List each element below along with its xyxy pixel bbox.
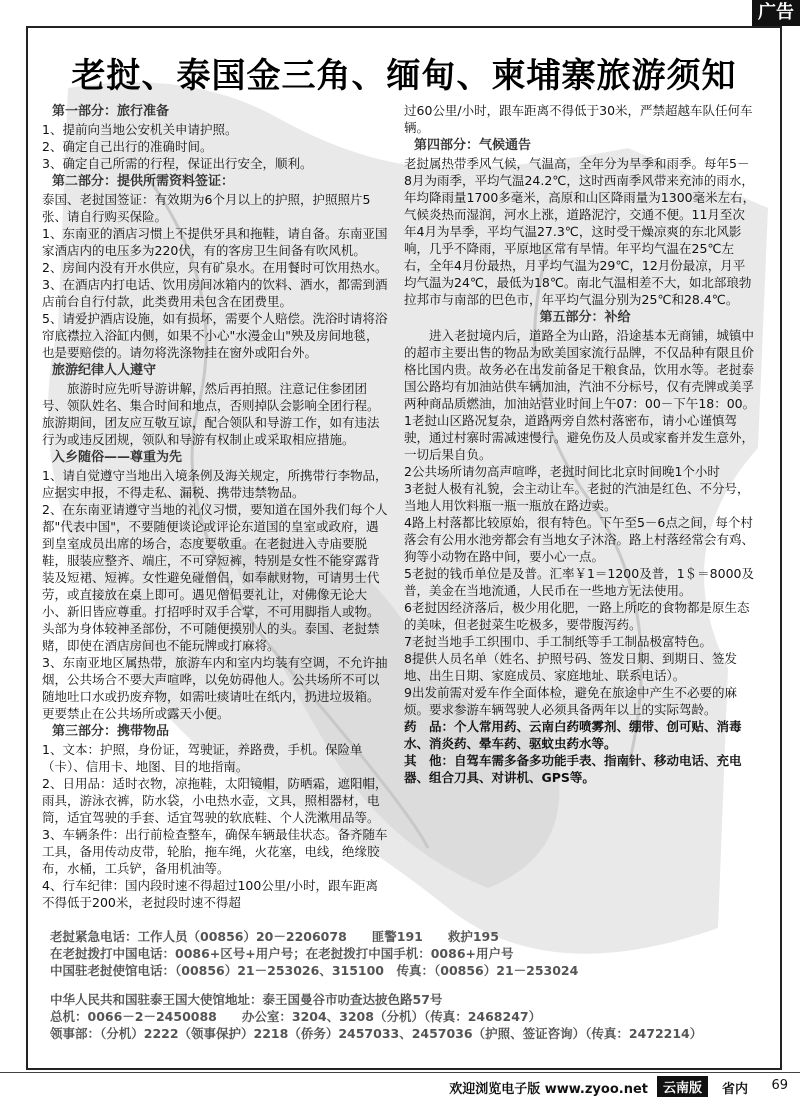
tip-item: 5老挝的钱币单位是及普。汇率￥1＝1200及普，1＄＝8000及普，美金在当地流通，人民币在一些地方无法使用。: [404, 566, 754, 598]
tip-item: 4路上村落都比较原始，很有特色。下午至5－6点之间，每个村落会有公用水池旁都会有当地女子沐浴。路上村落经常会有鸡、狗等小动物在路中间，要小心一点。: [404, 515, 755, 564]
paragraph: 2、房间内没有开水供应，只有矿泉水。在用餐时可饮用热水。: [42, 260, 388, 275]
paragraph: 进入老挝境内后，道路全为山路，沿途基本无商铺，城镇中的超市主要出售的物品为欧美国家流行品牌，不仅品种有限且价格比国内贵。故务必在出发前备足干粮食品，饮用水等。老挝泰国公路均有加油站供车辆加油，汽油不分标号，仅有壳牌或美孚两种商品质燃油，加油站营业时间上午07：00－下午18：00。: [404, 328, 756, 411]
article-frame: [26, 26, 782, 1070]
paragraph: 1、请自觉遵守当地出入境条例及海关规定，所携带行李物品，应据实申报，不得走私、漏税、携带违禁物品。: [42, 468, 388, 500]
paragraph: 2、确定自己出行的准确时间。: [42, 139, 213, 154]
paragraph: 1、东南亚的酒店习惯上不提供牙具和拖鞋，请自备。东南亚国家酒店内的电压多为220伏，有的客房卫生间备有吹风机。: [42, 226, 388, 258]
paragraph: 2、在东南亚请遵守当地的礼仪习惯，要知道在国外我们每个人都"代表中国"，不要随便谈论或评论东道国的皇室或政府，遇到皇室成员出席的场合，态度要敬重。在老挝进入寺庙要脱鞋，服装应整齐、端庄，不可穿短裤，特别是女性不能穿露背装及短裙、短裤。女性避免碰僧侣，如奉献财物，可请男士代劳，或直接放在桌上即可。遇见僧侣要礼让，对佛像无论大小、新旧皆应尊重。打招呼时双手合掌，不可用脚指人或物。头部为身体较神圣部份，不可随便摸别人的头。泰国、老挝禁赌，即使在酒店房间也不能玩牌或打麻将。: [42, 502, 388, 653]
contact-line: 中华人民共和国驻泰王国大使馆地址：泰王国曼谷市叻查达披色路57号: [50, 992, 443, 1007]
section-heading: 第四部分：气候通告: [414, 138, 532, 153]
contact-line: 领事部：（分机）2222（领事保护）2218（侨务）2457033、2457036（护照、签证咨询）（传真：2472214）: [50, 1026, 703, 1041]
contact-line: 总机：0066－2－2450088 办公室：3204、3208（分机）（传真：2468247）: [50, 1009, 542, 1024]
tip-item: 1老挝山区路况复杂，道路两旁自然村落密布，请小心谨慎驾驶，通过村寨时需减速慢行。避免伤及人员或家畜并发生意外，一切后果自负。: [404, 413, 755, 462]
page-title: 老挝、泰国金三角、缅甸、柬埔寨旅游须知: [71, 56, 737, 96]
ad-label: 广告: [752, 0, 800, 26]
contact-info: [50, 928, 770, 1042]
edition-badge: 云南版: [657, 1076, 708, 1097]
contact-line: 在老挝拨打中国电话：0086+区号+用户号；在老挝拨打中国手机：0086+用户号: [50, 946, 514, 961]
paragraph: 老挝属热带季风气候，气温高，全年分为旱季和雨季。每年5－8月为雨季，平均气温24.2℃，这时西南季风带来充沛的雨水，年均降雨量1700多毫米，高原和山区降雨量为1300毫米左右，气候炎热而湿润，河水上涨，道路泥泞，交通不便。11月至次年4月为旱季，平均气温27.3℃，这时受干燥凉爽的东北风影响，几乎不降雨，平原地区常有旱情。年平均气温在25℃左右，全年4月份最热，月平均气温为29℃，12月份最凉，月平均气温为24℃，最低为18℃。南北气温相差不大，如北部琅勃拉邦市与南部的巴色市，年平均气温分别为25℃和28.4℃。: [404, 156, 756, 307]
paragraph: 旅游时应先听导游讲解，然后再拍照。注意记住参团团号、领队姓名、集合时间和地点，否则掉队会影响全团行程。旅游期间，团友应互敬互谅，配合领队和导游工作，如有违法行为或违反团规，领队和导游有权制止或采取相应措施。: [42, 381, 380, 447]
tip-item: 8提供人员名单（姓名、护照号码、签发日期、到期日、签发地、出生日期、家庭成员、家庭地址、联系电话）。: [404, 651, 737, 683]
paragraph: 3、东南亚地区属热带，旅游车内和室内均装有空调，不允许抽烟，公共场合不要大声喧哗，以免妨碍他人。公共场所不可以随地吐口水或扔废弃物，如需吐痰请吐在纸内，扔进垃圾箱。更要禁止在公共场所或露天小便。: [42, 655, 388, 721]
tip-item: 9出发前需对爱车作全面体检，避免在旅途中产生不必要的麻烦。要求参游车辆驾驶人必须具备两年以上的实际驾龄。: [404, 685, 737, 717]
paragraph: 1、文本：护照，身份证，驾驶证，养路费，手机。保险单（卡）、信用卡、地图、目的地指南。: [42, 742, 363, 774]
paragraph: 5、请爱护酒店设施，如有损坏，需要个人赔偿。洗浴时请将浴帘底襟拉入浴缸内侧，如果不小心"水漫金山"殃及房间地毯，也是要赔偿的。请勿将洗涤物挂在窗外或阳台外。: [42, 311, 388, 360]
paragraph: 过60公里/小时，跟车距离不得低于30米，严禁超越车队任何车辆。: [404, 103, 753, 135]
paragraph: 3、在酒店内打电话、饮用房间冰箱内的饮料、酒水，都需到酒店前台自行付款，此类费用未包含在团费里。: [42, 277, 388, 309]
page-footer: [0, 1072, 800, 1097]
section-heading: 第三部分：携带物品: [52, 724, 170, 739]
footer-url: 欢迎浏览电子版 www.zyoo.net: [449, 1082, 648, 1097]
page-number: 69: [771, 1078, 788, 1093]
contact-line: 老挝紧急电话：工作人员（00856）20－2206078 匪警191 救护195: [50, 929, 499, 944]
right-column: [404, 102, 756, 786]
tip-item: 6老挝因经济落后，极少用化肥，一路上所吃的食物都是原生态的美味，但老挝菜生吃极多，要带腹泻药。: [404, 600, 750, 632]
medicine-list: 药 品：个人常用药、云南白药喷雾剂、绷带、创可贴、消毒水、消炎药、晕车药、驱蚊虫药水等。: [404, 719, 742, 751]
paragraph: 3、车辆条件：出行前检查整车，确保车辆最佳状态。备齐随车工具，备用传动皮带，轮胎，拖车绳，火花塞，电线，绝缘胶布，水桶，工兵铲，备用机油等。: [42, 827, 388, 876]
paragraph: 2、日用品：适时衣物，凉拖鞋，太阳镜帽，防晒霜，遮阳帽，雨具，游泳衣裤，防水袋，小电热水壶，文具，照相器材，电筒，适宜驾驶的手套、适宜驾驶的软底鞋、个人洗漱用品等。: [42, 776, 388, 825]
section-heading: 第五部分：补给: [539, 310, 631, 325]
tip-item: 3老挝人极有礼貌，会主动让车。老挝的汽油是红色、不分号，当地人用饮料瓶一瓶一瓶放在路边卖。: [404, 481, 750, 513]
paragraph: 3、确定自己所需的行程，保证出行安全，顺利。: [42, 156, 313, 171]
tip-item: 7老挝当地手工织围巾、手工制纸等手工制品极富特色。: [404, 634, 712, 649]
contact-line: 中国驻老挝使馆电话：（00856）21－253026、315100 传真：（00856）21－253024: [50, 963, 579, 978]
paragraph: 4、行车纪律：国内段时速不得超过100公里/小时，跟车距离不得低于200米，老挝段时速不得超: [42, 878, 379, 910]
section-heading: 第二部分：提供所需资料签证：: [52, 174, 235, 189]
section-heading: 入乡随俗——尊重为先: [52, 450, 183, 465]
section-label: 省内: [721, 1082, 748, 1097]
tip-item: 2公共场所请勿高声喧哗，老挝时间比北京时间晚1个小时: [404, 464, 720, 479]
paragraph: 1、提前向当地公安机关申请护照。: [42, 122, 238, 137]
section-heading: 旅游纪律人人遵守: [52, 363, 157, 378]
other-items-list: 其 他：自驾车需多备多功能手表、指南针、移动电话、充电器、组合刀具、对讲机、GPS等。: [404, 753, 742, 785]
section-heading: 第一部分：旅行准备: [52, 104, 170, 119]
paragraph: 泰国、老挝国签证：有效期为6个月以上的护照，护照照片5张、请自行购买保险。: [42, 192, 371, 224]
left-column: [42, 102, 390, 911]
